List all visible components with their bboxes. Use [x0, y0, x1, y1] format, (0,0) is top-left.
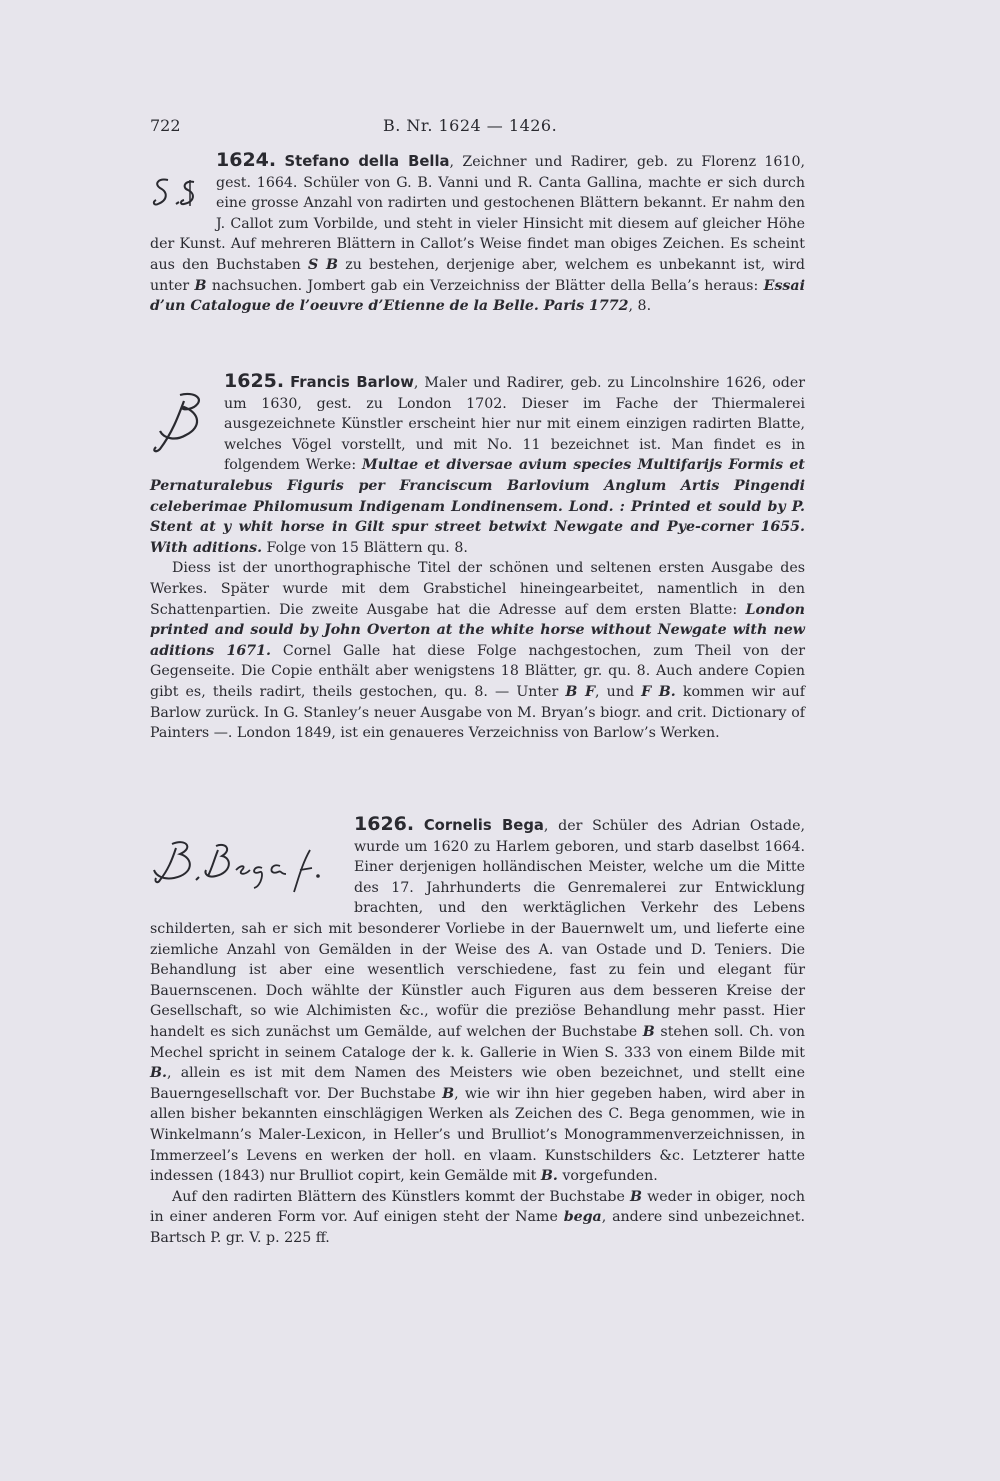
monogram-b-icon — [150, 391, 212, 464]
italic-letter: B — [442, 1085, 455, 1102]
italic-word: bega — [563, 1209, 602, 1226]
monogram-sb-icon — [150, 174, 206, 221]
entry-text: , 8. — [628, 298, 652, 315]
italic-letter: B. — [540, 1168, 558, 1185]
entry-text: , Maler und Radirer, geb. zu Lincolnshire 1626, oder um 1630, gest. zu London 1702. Dieser im Fache der Thiermalerei ausgezeichnete Künstler erscheint hier nur mit einem einzigen radirten Blatte, welches Vögel vorstellt, und mit No. 11 bezeichnet ist. Man findet es in folgendem Werke: — [224, 375, 805, 474]
running-title: B. Nr. 1624 — 1426. — [383, 116, 558, 135]
entry-text: Folge von 15 Blättern qu. 8. — [262, 539, 468, 556]
artist-name: Stefano della Bella — [284, 153, 450, 170]
page-header — [150, 116, 805, 138]
entry-1624 — [150, 150, 805, 317]
entry-text: , andere sind unbezeichnet. Bartsch P. gr. V. p. 225 ff. — [150, 1209, 805, 1246]
entry-text: , wie wir ihn hier gegeben haben, wird aber in allen bisher bekannten einschlägigen Werken als Zeichen des C. Bega genommen, wie in Winkelmann’s Maler-Lexicon, in Heller’s und Brulliot’s Monogrammenverzeichnissen, in Immerzeel’s Levens en werken der holl. en vlaam. Kunstschilders &c. Letzterer hatte indessen (1843) nur Brulliot copirt, kein Gemälde mit — [150, 1085, 805, 1185]
entry-text: nachsuchen. Jombert gab ein Verzeichniss der Blätter della Bella’s heraus: — [206, 277, 764, 294]
book-title: London printed and sould by John Overton at the white horse without Newgate with new aditions 1671. — [150, 601, 805, 659]
italic-letters: S B — [308, 256, 338, 273]
italic-letters: B F — [565, 683, 596, 700]
monogram-bega-icon — [150, 836, 336, 915]
entry-text: , Zeichner und Radirer, geb. zu Florenz 1610, gest. 1664. Schüler von G. B. Vanni und R. Canta Gallina, machte er sich durch eine grosse Anzahl von radirten und gestochenen Blättern bekannt. Er nahm den J. Callot zum Vorbilde, und steht in vieler Hinsicht mit diesem auf gleicher Höhe der Kunst. Auf mehreren Blättern in Callot’s Weise findet man obiges Zeichen. Es scheint aus den Buchstaben — [150, 154, 806, 273]
entry-text: vorgefunden. — [557, 1168, 658, 1185]
entry-number: 1624. — [216, 149, 277, 171]
entry-text: , der Schüler des Adrian Ostade, wurde um 1620 zu Harlem geboren, und starb daselbst 1664. Einer derjenigen holländischen Meister, welche um die Mitte des 17. Jahrhunderts die Genremalerei zur Entwicklung brachten, und den werktäglichen Verkehr des Lebens schilderten, sah er sich mit besonderer Vorliebe in der Bauernwelt um, und lieferte eine ziemliche Anzahl von Gemälden in der Weise des A. van Ostade und D. Teniers. Die Behandlung ist aber eine wesentlich verschiedene, fast zu fein und elegant für Bauernscenen. Doch wählte der Künstler auch Figuren aus dem besseren Kreise der Gesellschaft, so wie Alchimisten &c., wofür die preziöse Behandlung mehr passt. Hier handelt es sich zunächst um Gemälde, auf welchen der Buchstabe — [150, 818, 805, 1040]
italic-letter: B. — [150, 1065, 167, 1082]
italic-letter: B — [630, 1188, 642, 1205]
artist-name: Cornelis Bega — [423, 817, 544, 834]
book-title: Multae et diversae avium species Multifarijs Formis et Pernaturalebus Figuris per Franciscum Barlovium Anglum Artis Pingendi celeberimae Philomusum Indigenam Londinensem. Lond. : Printed et sould by P. Stent at y whit horse in Gilt spur street betwixt Newgate and Pye-corner 1655. With aditions. — [150, 457, 805, 556]
entry-text: weder in obiger, noch in einer anderen Form vor. Auf einigen steht der Name — [150, 1188, 805, 1226]
italic-letter: B — [194, 277, 207, 294]
entry-number: 1626. — [354, 813, 415, 835]
entry-text: Auf den radirten Blättern des Künstlers kommt der Buchstabe — [172, 1188, 630, 1205]
artist-name: Francis Barlow — [290, 374, 414, 391]
book-title: Essai d’un Catalogue de l’oeuvre d’Etienne de la Belle. Paris 1772 — [150, 277, 805, 315]
italic-letter: B — [642, 1023, 655, 1040]
entry-text: kommen wir auf Barlow zurück. In G. Stanley’s neuer Ausgabe von M. Bryan’s biogr. and crit. Dictionary of Painters —. London 1849, ist ein genaueres Verzeichniss von Barlow’s Werken. — [150, 683, 805, 742]
entry-text: Cornel Galle hat diese Folge nachgestochen, zum Theil von der Gegenseite. Die Copie enthält aber wenigstens 18 Blätter, gr. qu. 8. Auch andere Copien gibt es, theils radirt, theils gestochen, qu. 8. — Unter — [150, 642, 805, 700]
page-number: 722 — [150, 116, 181, 135]
entry-text: , allein es ist mit dem Namen des Meisters wie oben bezeichnet, und stellt eine Bauerngesellschaft vor. Der Buchstabe — [150, 1065, 805, 1102]
entry-text: stehen soll. Ch. von Mechel spricht in seinem Cataloge der k. k. Gallerie in Wien S. 333 von einem Bilde mit — [150, 1023, 805, 1061]
entry-text: zu bestehen, derjenige aber, welchem es unbekannt ist, wird unter — [150, 256, 805, 294]
italic-letters: F B. — [641, 683, 676, 700]
entry-text: Diess ist der unorthographische Titel der schönen und seltenen ersten Ausgabe des Werkes. Später wurde mit dem Grabstichel hineingearbeitet, namentlich in den Schattenpartien. Die zweite Ausgabe hat die Adresse auf dem ersten Blatte: — [150, 560, 805, 618]
entry-1626 — [150, 814, 805, 1248]
entry-number: 1625. — [224, 370, 285, 392]
entry-1625 — [150, 371, 805, 744]
entry-text: , und — [595, 683, 642, 700]
